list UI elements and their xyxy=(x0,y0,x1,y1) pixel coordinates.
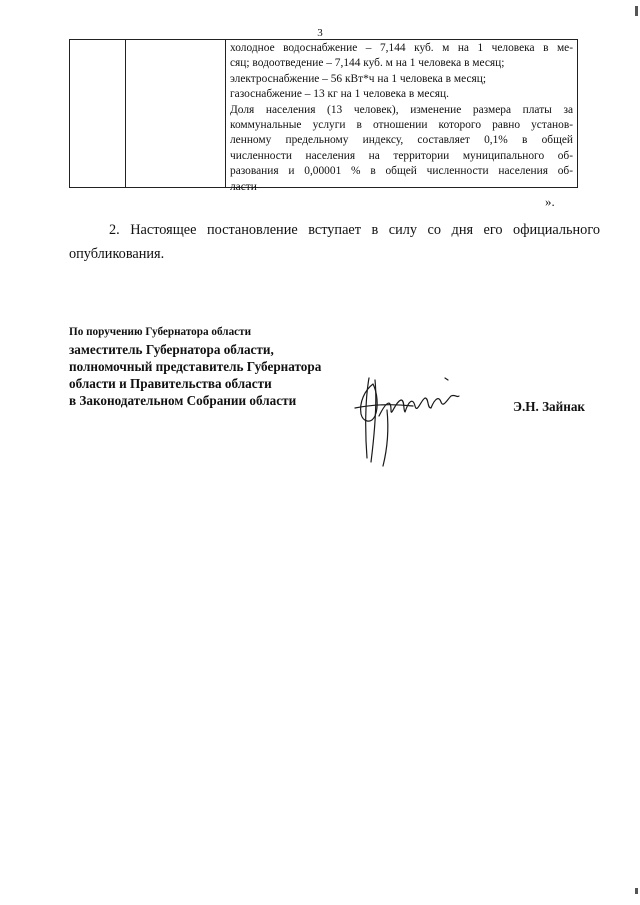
paragraph-line: опубликования. xyxy=(69,246,165,262)
table-cell-text xyxy=(230,41,573,195)
signatory-title-line: в Законодательном Собрании области xyxy=(69,393,297,408)
signatory-title-line: заместитель Губернатора области, xyxy=(69,342,274,357)
cell-line: коммунальные услуги в отношении которого равно установ- xyxy=(230,119,573,132)
cell-line: электроснабжение – 56 кВт*ч на 1 человека в месяц; xyxy=(230,72,487,85)
table-column-divider xyxy=(225,40,226,187)
signatory-title-line: области и Правительства области xyxy=(69,376,272,391)
scan-edge-mark xyxy=(635,6,638,16)
cell-line: ленному предельному индексу, составляет 0,1% в общей xyxy=(230,134,573,147)
table-column-divider xyxy=(125,40,126,187)
cell-line: сяц; водоотведение – 7,144 куб. м на 1 человека в месяц; xyxy=(230,57,505,70)
cell-line: разования и 0,00001 % в общей численности населения об- xyxy=(230,165,573,178)
signatory-intro: По поручению Губернатора области xyxy=(69,326,252,338)
paragraph-line: 2. Настоящее постановление вступает в силу со дня его официального xyxy=(109,222,600,238)
cell-line: газоснабжение – 13 кг на 1 человека в месяц. xyxy=(230,88,449,101)
cell-line: Доля населения (13 человек), изменение размера платы за xyxy=(230,103,573,116)
paragraph-2 xyxy=(69,218,600,266)
cell-line: численности населения на территории муниципального об- xyxy=(230,149,573,162)
cell-line: ласти xyxy=(230,180,257,193)
scan-edge-mark xyxy=(635,888,638,894)
signatory-title-line: полномочный представитель Губернатора xyxy=(69,359,322,374)
closing-quote: ». xyxy=(545,194,555,209)
table-fragment xyxy=(69,39,578,193)
cell-line: холодное водоснабжение – 7,144 куб. м на 1 человека в ме- xyxy=(230,42,573,54)
page-number: 3 xyxy=(317,27,323,39)
handwritten-signature xyxy=(335,370,475,470)
signer-name: Э.Н. Зайнак xyxy=(513,399,586,414)
